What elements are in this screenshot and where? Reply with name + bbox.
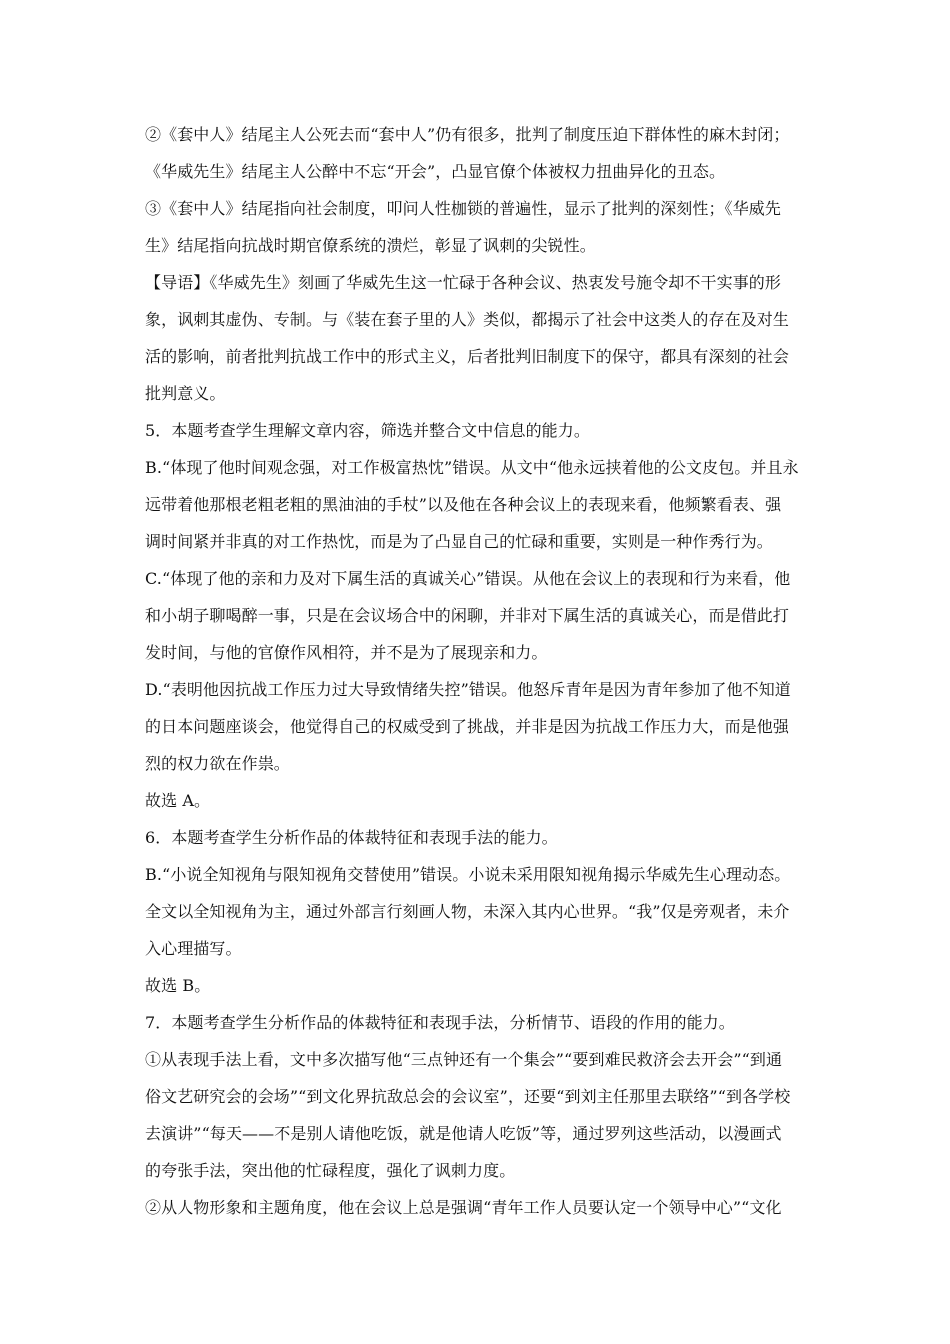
- text-line: ①从表现手法上看，文中多次描写他“三点钟还有一个集会”“要到难民救济会去开会”“到通: [145, 1050, 783, 1069]
- text-line: C.“体现了他的亲和力及对下属生活的真诚关心”错误。从他在会议上的表现和行为来看，他: [145, 569, 791, 588]
- text-line: 全文以全知视角为主，通过外部言行刻画人物，未深入其内心世界。“我”仅是旁观者，未介: [145, 902, 790, 921]
- text-line: B.“小说全知视角与限知视角交替使用”错误。小说未采用限知视角揭示华威先生心理动态。: [145, 865, 791, 884]
- text-line: 故选 A。: [145, 791, 211, 810]
- text-line: ③《套中人》结尾指向社会制度，叩问人性枷锁的普遍性，显示了批判的深刻性；《华威先: [145, 199, 782, 218]
- text-line: 【导语】《华威先生》刻画了华威先生这一忙碌于各种会议、热衷发号施令却不干实事的形: [145, 273, 782, 292]
- text-line: 批判意义。: [145, 384, 226, 403]
- text-line: D.“表明他因抗战工作压力过大导致情绪失控”错误。他怒斥青年是因为青年参加了他不知道: [145, 680, 791, 699]
- text-line: 象，讽刺其虚伪、专制。与《装在套子里的人》类似，都揭示了社会中这类人的存在及对生: [145, 310, 790, 329]
- text-line: 入心理描写。: [145, 939, 242, 958]
- text-line: 去演讲”“每天——不是别人请他吃饭，就是他请人吃饭”等，通过罗列这些活动，以漫画式: [145, 1124, 782, 1143]
- text-line: 调时间紧并非真的对工作热忱，而是为了凸显自己的忙碌和重要，实则是一种作秀行为。: [145, 532, 773, 551]
- text-line: 的日本问题座谈会，他觉得自己的权威受到了挑战，并非是因为抗战工作压力大，而是他强: [145, 717, 790, 736]
- text-line: ②从人物形象和主题角度，他在会议上总是强调“青年工作人员要认定一个领导中心”“文化: [145, 1198, 782, 1217]
- text-line: 6．本题考查学生分析作品的体裁特征和表现手法的能力。: [145, 828, 558, 847]
- text-line: 《华威先生》结尾主人公醉中不忘“开会”，凸显官僚个体被权力扭曲异化的丑态。: [145, 162, 726, 181]
- text-line: 俗文艺研究会的会场”“到文化界抗敌总会的会议室”，还要“到刘主任那里去联络”“到各学校: [145, 1087, 791, 1106]
- text-line: 活的影响，前者批判抗战工作中的形式主义，后者批判旧制度下的保守，都具有深刻的社会: [145, 347, 790, 366]
- text-line: B.“体现了他时间观念强，对工作极富热忱”错误。从文中“他永远挟着他的公文皮包。并且永: [145, 458, 799, 477]
- text-line: ②《套中人》结尾主人公死去而“套中人”仍有很多，批判了制度压迫下群体性的麻木封闭；: [145, 125, 790, 144]
- text-line: 故选 B。: [145, 976, 211, 995]
- text-line: 的夸张手法，突出他的忙碌程度，强化了讽刺力度。: [145, 1161, 516, 1180]
- answer-text-body: [145, 116, 815, 1226]
- text-line: 5．本题考查学生理解文章内容，筛选并整合文中信息的能力。: [145, 421, 590, 440]
- text-line: 7．本题考查学生分析作品的体裁特征和表现手法，分析情节、语段的作用的能力。: [145, 1013, 735, 1032]
- text-line: 远带着他那根老粗老粗的黑油油的手杖”以及他在各种会议上的表现来看，他频繁看表、强: [145, 495, 782, 514]
- text-line: 发时间，与他的官僚作风相符，并不是为了展现亲和力。: [145, 643, 548, 662]
- text-line: 生》结尾指向抗战时期官僚系统的溃烂，彰显了讽刺的尖锐性。: [145, 236, 596, 255]
- text-line: 烈的权力欲在作祟。: [145, 754, 290, 773]
- text-line: 和小胡子聊喝醉一事，只是在会议场合中的闲聊，并非对下属生活的真诚关心，而是借此打: [145, 606, 790, 625]
